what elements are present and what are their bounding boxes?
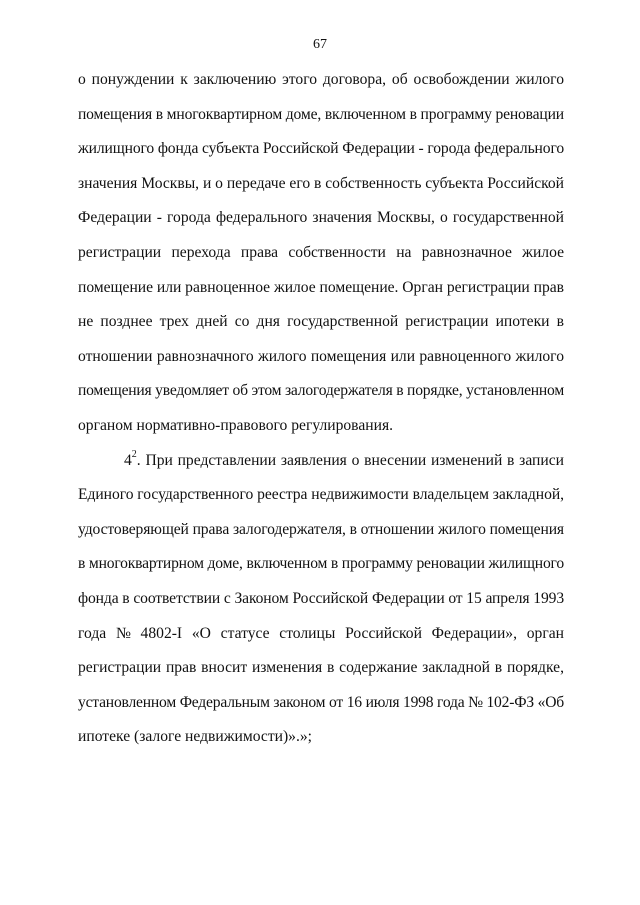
paragraph-1	[78, 63, 564, 444]
paragraph-2-first-line	[78, 444, 564, 479]
text-line: о понуждении к заключению этого договора, об освобождении жилого	[78, 71, 564, 88]
text-line: помещение или равноценное жилое помещение. Орган регистрации прав	[78, 278, 564, 296]
paragraph-2-first-line-text: . При представлении заявления о внесении изменений в записи	[136, 451, 564, 469]
text-line: жилищного фонда субъекта Российской Федерации - города федерального	[78, 140, 564, 158]
text-line: в многоквартирном доме, включенном в программу реновации жилищного	[78, 555, 564, 573]
page-number: 67	[313, 37, 327, 52]
paragraph-number: 4	[124, 451, 132, 469]
text-line: значения Москвы, и о передаче его в собственность субъекта Российской	[78, 174, 564, 192]
text-line: не позднее трех дней со дня государственной регистрации ипотеки в	[78, 313, 564, 331]
text-line: ипотеке (залоге недвижимости)».»;	[78, 728, 312, 746]
text-line: установленном Федеральным законом от 16 июля 1998 года № 102-ФЗ «Об	[78, 693, 564, 711]
text-line: Федерации - города федерального значения Москвы, о государственной	[78, 209, 564, 227]
text-line: регистрации прав вносит изменения в содержание закладной в порядке,	[78, 659, 564, 677]
text-line: фонда в соответствии с Законом Российской Федерации от 15 апреля 1993	[78, 589, 564, 607]
paragraph-2	[78, 444, 564, 755]
text-line: органом нормативно-правового регулирования.	[78, 416, 394, 434]
text-line: помещения в многоквартирном доме, включенном в программу реновации	[78, 105, 564, 123]
text-line: удостоверяющей права залогодержателя, в отношении жилого помещения	[78, 520, 564, 538]
text-line: помещения уведомляет об этом залогодержателя в порядке, установленном	[78, 382, 564, 400]
paragraph-superscript: 2	[131, 449, 137, 461]
text-line: Единого государственного реестра недвижимости владельцем закладной,	[78, 486, 564, 504]
text-line: отношении равнозначного жилого помещения или равноценного жилого	[78, 347, 564, 365]
document-body	[78, 63, 564, 755]
text-line: регистрации перехода права собственности на равнозначное жилое	[78, 243, 564, 261]
text-line: года № 4802-I «О статусе столицы Российской Федерации», орган	[78, 624, 564, 642]
